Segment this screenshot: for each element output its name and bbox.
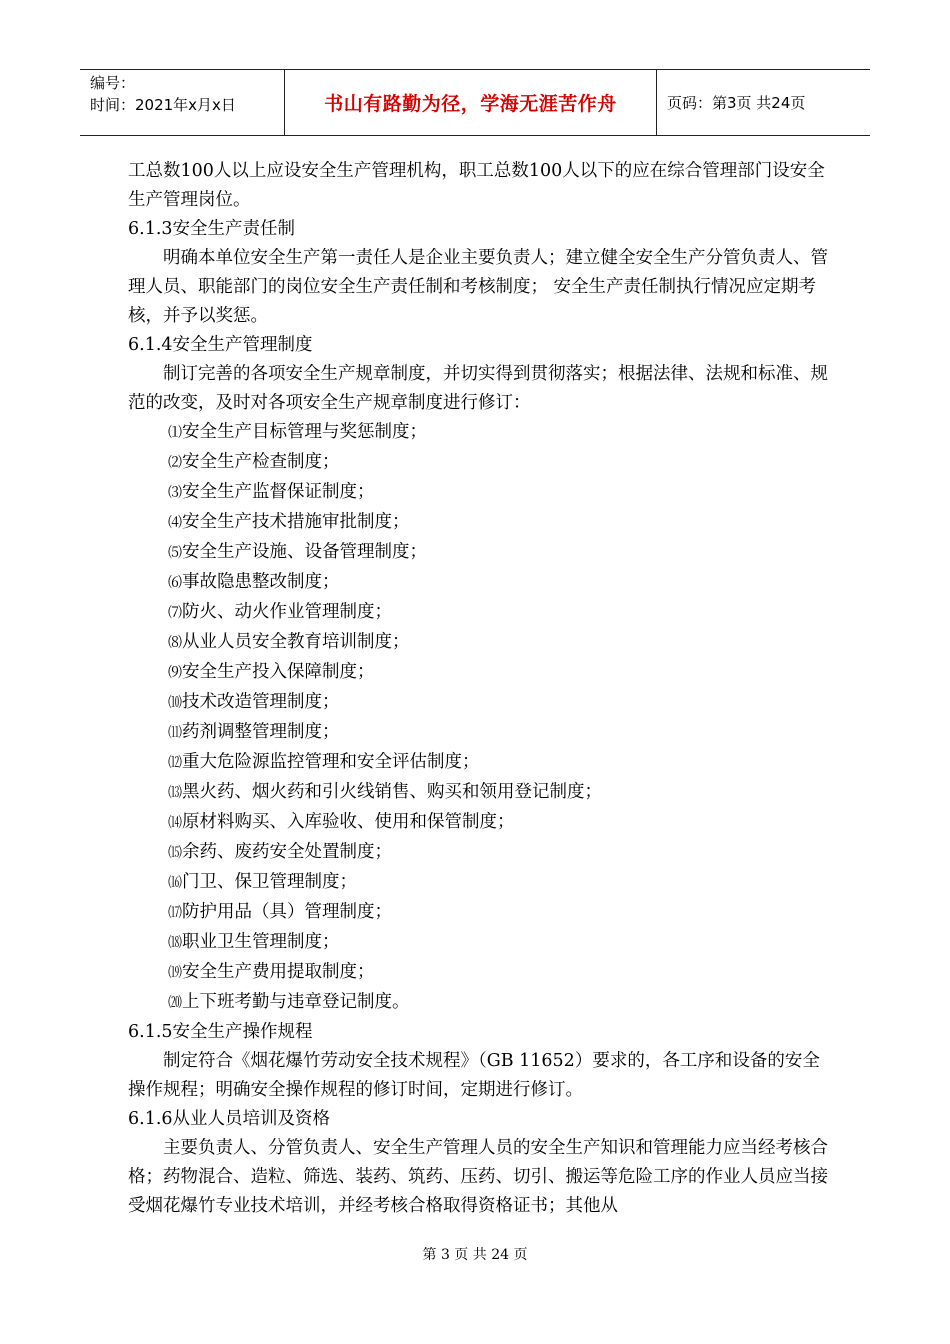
date-line: 时间：2021年x月x日 xyxy=(90,96,236,114)
list-item-text: 安全生产检查制度； xyxy=(182,452,340,472)
paragraph: 制定符合《烟花爆竹劳动安全技术规程》（GB 11652）要求的，各工序和设备的安全操作规程；明确安全操作规程的修订时间，定期进行修订。 xyxy=(128,1051,820,1100)
list-item xyxy=(128,748,828,778)
list-item-text: 重大危险源监控管理和安全评估制度； xyxy=(182,752,480,772)
code-label: 编号： xyxy=(90,74,136,92)
list-item-text: 安全生产设施、设备管理制度； xyxy=(182,542,427,562)
list-item xyxy=(128,838,828,868)
list-item-text: 从业人员安全教育培训制度； xyxy=(182,632,410,652)
list-item xyxy=(128,988,828,1018)
list-item-number: ⑻ xyxy=(168,635,182,651)
list-item-number: ⒂ xyxy=(168,845,182,861)
list-item-number: ⑵ xyxy=(168,455,182,471)
list-item xyxy=(128,808,828,838)
list-item xyxy=(128,568,828,598)
list-item-number: ⒃ xyxy=(168,875,182,891)
list-item xyxy=(128,448,828,478)
list-item-text: 余药、废药安全处置制度； xyxy=(182,842,392,862)
list-item-number: ⒇ xyxy=(168,995,182,1011)
list-item-number: ⑷ xyxy=(168,515,182,531)
page-header xyxy=(80,69,870,136)
list-item xyxy=(128,778,828,808)
list-item xyxy=(128,658,828,688)
list-item-number: ⒁ xyxy=(168,815,182,831)
list-item-text: 上下班考勤与违章登记制度。 xyxy=(182,992,410,1012)
list-item-number: ⒄ xyxy=(168,905,182,921)
list-item-number: ⑽ xyxy=(168,695,182,711)
list-item xyxy=(128,508,828,538)
section-heading: 6.1.3安全生产责任制 xyxy=(128,219,296,239)
section-heading: 6.1.6从业人员培训及资格 xyxy=(128,1109,331,1129)
list-item-text: 安全生产监督保证制度； xyxy=(182,482,375,502)
list-item-number: ⑴ xyxy=(168,425,182,441)
list-item-text: 技术改造管理制度； xyxy=(182,692,340,712)
document-body xyxy=(128,157,828,1221)
list-item xyxy=(128,868,828,898)
list-item-number: ⒆ xyxy=(168,965,182,981)
list-item-text: 事故隐患整改制度； xyxy=(182,572,340,592)
page-footer: 第 3 页 共 24 页 xyxy=(422,1247,528,1263)
section-heading: 6.1.4安全生产管理制度 xyxy=(128,335,313,355)
list-item xyxy=(128,718,828,748)
list-item-text: 门卫、保卫管理制度； xyxy=(182,872,357,892)
list-item-number: ⒀ xyxy=(168,785,182,801)
list-item xyxy=(128,898,828,928)
section-heading: 6.1.5安全生产操作规程 xyxy=(128,1022,313,1042)
paragraph: 主要负责人、分管负责人、安全生产管理人员的安全生产知识和管理能力应当经考核合格；药物混合、造粒、筛选、装药、筑药、压药、切引、搬运等危险工序的作业人员应当接受烟花爆竹专业技术培训，并经考核合格取得资格证书；其他从 xyxy=(128,1138,828,1216)
list-item xyxy=(128,958,828,988)
list-item-text: 安全生产目标管理与奖惩制度； xyxy=(182,422,427,442)
list-item-text: 黑火药、烟火药和引火线销售、购买和领用登记制度； xyxy=(182,782,602,802)
list-item xyxy=(128,538,828,568)
list-item-number: ⑼ xyxy=(168,665,182,681)
list-item-number: ⑹ xyxy=(168,575,182,591)
paragraph: 工总数100人以上应设安全生产管理机构，职工总数100人以下的应在综合管理部门设安全生产管理岗位。 xyxy=(128,161,825,210)
list-item-text: 防护用品（具）管理制度； xyxy=(182,902,392,922)
list-item-number: ⑿ xyxy=(168,755,182,771)
list-item xyxy=(128,478,828,508)
list-item xyxy=(128,418,828,448)
list-item-number: ⑺ xyxy=(168,605,182,621)
list-item-text: 安全生产投入保障制度； xyxy=(182,662,375,682)
list-item-number: ⑶ xyxy=(168,485,182,501)
list-item-text: 防火、动火作业管理制度； xyxy=(182,602,392,622)
list-item-text: 安全生产技术措施审批制度； xyxy=(182,512,410,532)
list-item-text: 职业卫生管理制度； xyxy=(182,932,340,952)
list-item-number: ⒅ xyxy=(168,935,182,951)
paragraph: 制订完善的各项安全生产规章制度，并切实得到贯彻落实；根据法律、法规和标准、规范的改变，及时对各项安全生产规章制度进行修订： xyxy=(128,364,828,413)
list-item-number: ⑾ xyxy=(168,725,182,741)
header-motto: 书山有路勤为径，学海无涯苦作舟 xyxy=(285,70,657,135)
paragraph: 明确本单位安全生产第一责任人是企业主要负责人；建立健全安全生产分管负责人、管理人员、职能部门的岗位安全生产责任制和考核制度； 安全生产责任制执行情况应定期考核，并予以奖惩。 xyxy=(128,248,828,326)
list-item-text: 安全生产费用提取制度； xyxy=(182,962,375,982)
list-item-text: 原材料购买、入库验收、使用和保管制度； xyxy=(182,812,515,832)
list-item xyxy=(128,928,828,958)
header-meta xyxy=(80,70,285,135)
header-page-number: 页码：第3页 共24页 xyxy=(667,94,806,112)
list-item-number: ⑸ xyxy=(168,545,182,561)
list-item xyxy=(128,628,828,658)
list-item xyxy=(128,598,828,628)
list-item xyxy=(128,688,828,718)
list-item-text: 药剂调整管理制度； xyxy=(182,722,340,742)
